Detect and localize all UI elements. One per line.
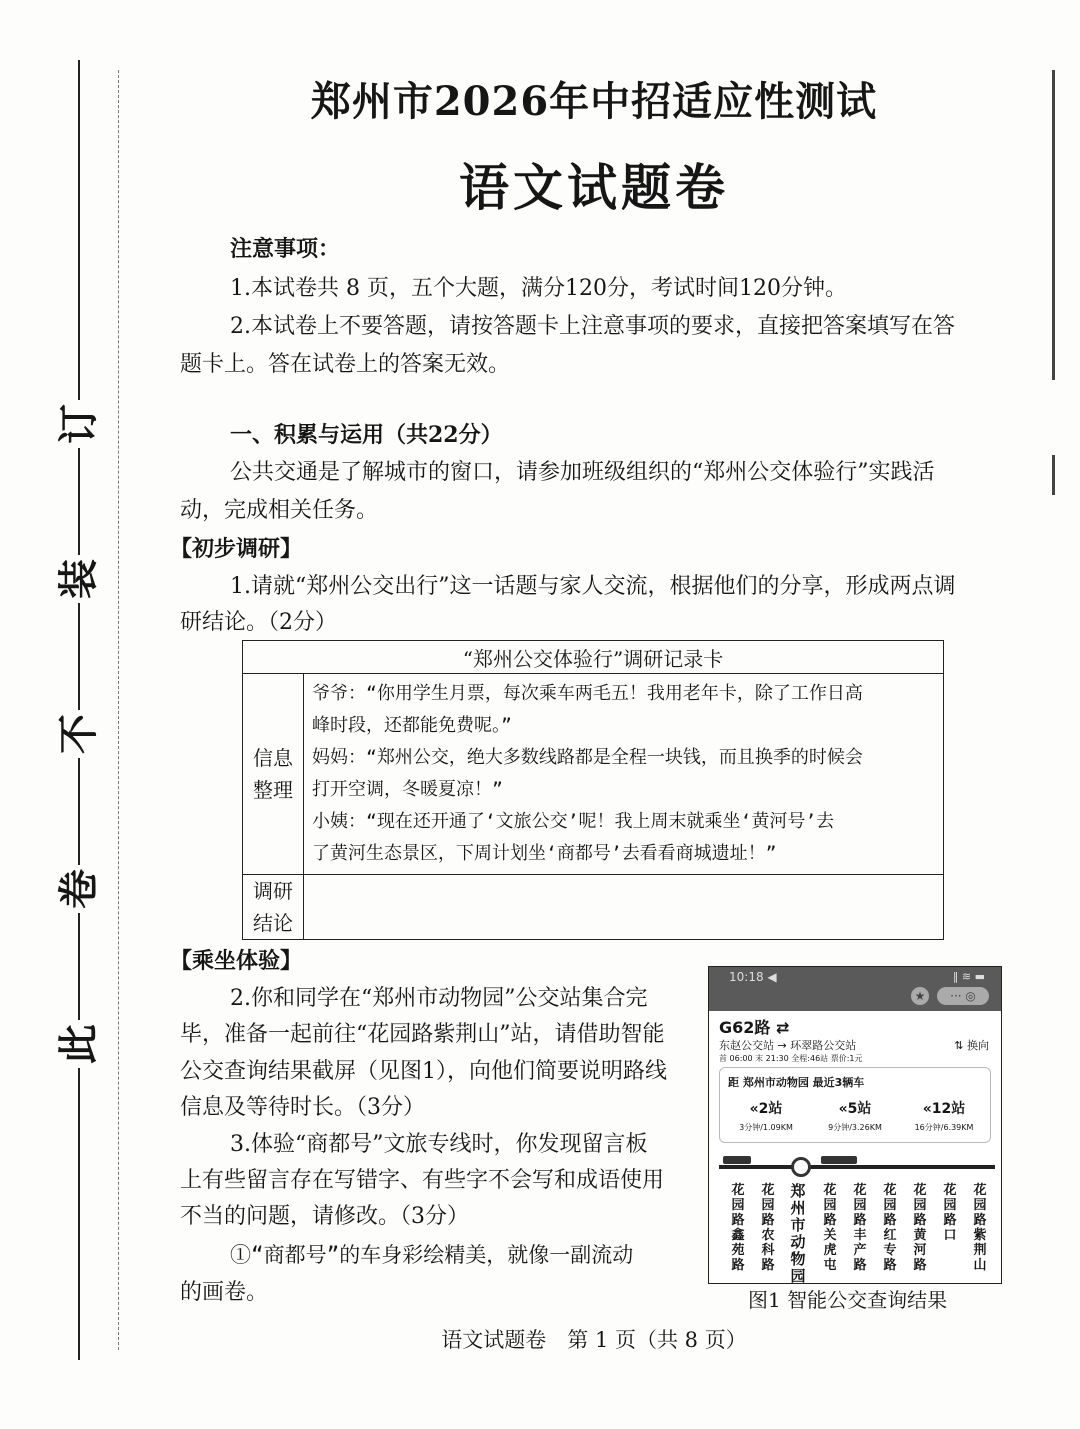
record-line: 打开空调，冬暖夏凉！” xyxy=(312,779,503,800)
question-2-cont: 信息及等待时长。（3分） xyxy=(180,1095,425,1120)
arrival-card xyxy=(719,1067,991,1143)
stop-name: 花园路农科路 xyxy=(761,1183,775,1273)
record-card-title: “郑州公交体验行”调研记录卡 xyxy=(243,641,944,674)
route-line xyxy=(719,1165,995,1169)
bus-arrival: «12站 16分钟/6.39KM xyxy=(914,1101,974,1132)
paper-title: 语文试题卷 xyxy=(459,158,729,217)
record-line: 小姨：“现在还开通了‘文旅公交’呢！我上周末就乘坐‘黄河号’去 xyxy=(312,811,835,832)
stop-name: 花园路丰产路 xyxy=(853,1183,867,1273)
current-stop-marker xyxy=(791,1157,811,1177)
binding-char-4: 卷 xyxy=(55,865,103,913)
arrival-title: 距 郑州市动物园 最近3辆车 xyxy=(728,1076,865,1089)
question-3-item-1-cont: 的画卷。 xyxy=(180,1280,269,1305)
notice-item-2-cont: 题卡上。答在试卷上的答案无效。 xyxy=(180,352,511,377)
binding-margin xyxy=(50,60,110,1360)
binding-char-1: 订 xyxy=(55,400,103,448)
conclusion-label: 调研 结论 xyxy=(243,875,304,940)
signal-icon: ‖ ≋ ▬ xyxy=(952,970,985,983)
notice-item-2: 2.本试卷上不要答题，请按答题卡上注意事项的要求，直接把答案填写在答 xyxy=(230,314,955,339)
route-schedule: 首 06:00 末 21:30 全程:46站 票价:1元 xyxy=(719,1054,863,1063)
status-bar xyxy=(709,967,1001,1011)
binding-char-3: 不 xyxy=(55,710,103,758)
record-line: 了黄河生态景区，下周计划坐‘商都号’去看看商城遗址！” xyxy=(312,843,777,864)
question-3: 3.体验“商都号”文旅专线时，你发现留言板 xyxy=(230,1132,648,1157)
binding-char-2: 装 xyxy=(55,555,103,603)
question-2-cont: 毕，准备一起前往“花园路紫荆山”站，请借助智能 xyxy=(180,1022,665,1047)
route-name: G62路 ⇄ xyxy=(719,1018,790,1037)
part-heading: 【初步调研】 xyxy=(170,536,303,562)
exam-title: 郑州市2026年中招适应性测试 xyxy=(310,78,878,125)
bus-icon xyxy=(723,1156,751,1164)
star-icon: ★ xyxy=(911,987,929,1005)
figure-caption: 图1 智能公交查询结果 xyxy=(748,1288,948,1312)
binding-char-5: 此 xyxy=(55,1020,103,1068)
stop-name: 花园路红专路 xyxy=(883,1183,897,1273)
question-3-cont: 上有些留言存在写错字、有些字不会写和成语使用 xyxy=(180,1168,665,1193)
margin-dashed-line xyxy=(118,70,119,1350)
bus-icon xyxy=(821,1156,857,1164)
record-line: 峰时段，还都能免费呢。” xyxy=(312,715,512,736)
page-footer: 语文试题卷 第 1 页（共 8 页） xyxy=(441,1328,747,1352)
stop-name: 花园路黄河路 xyxy=(913,1183,927,1273)
stop-name: 花园路紫荆山 xyxy=(973,1183,987,1273)
menu-icon: ··· ◎ xyxy=(937,987,989,1005)
question-2-cont: 公交查询结果截屏（见图1），向他们简要说明路线 xyxy=(180,1059,667,1084)
stop-name: 花园路鑫苑路 xyxy=(731,1183,745,1273)
record-card xyxy=(242,640,944,940)
info-content xyxy=(304,674,944,875)
edge-mark xyxy=(1052,455,1055,495)
question-3-cont: 不当的问题，请修改。（3分） xyxy=(180,1204,469,1229)
conclusion-blank xyxy=(304,875,944,940)
question-2: 2.你和同学在“郑州市动物园”公交站集合完 xyxy=(230,986,648,1011)
question-1-cont: 研结论。（2分） xyxy=(180,610,337,635)
notice-heading: 注意事项： xyxy=(230,236,341,262)
info-label: 信息 整理 xyxy=(243,674,304,875)
status-time: 10:18 ◀ xyxy=(729,970,777,984)
notice-item-1: 1.本试卷共 8 页，五个大题，满分120分，考试时间120分钟。 xyxy=(230,276,847,301)
stop-name-current: 郑州市动物园 xyxy=(790,1182,806,1284)
bus-arrival: «5站 9分钟/3.26KM xyxy=(828,1101,882,1132)
swap-direction: ⇅ 换向 xyxy=(954,1039,989,1052)
stop-name: 花园路口 xyxy=(943,1183,957,1243)
section-intro-cont: 动，完成相关任务。 xyxy=(180,498,379,523)
section-heading: 一、积累与运用（共22分） xyxy=(230,422,503,448)
route-direction: 东赵公交站 → 环翠路公交站 xyxy=(719,1039,857,1052)
question-1: 1.请就“郑州公交出行”这一话题与家人交流，根据他们的分享，形成两点调 xyxy=(230,574,956,599)
stop-name: 花园路关虎屯 xyxy=(823,1183,837,1273)
record-line: 妈妈：“郑州公交，绝大多数线路都是全程一块钱，而且换季的时候会 xyxy=(312,747,863,768)
bus-query-screenshot xyxy=(708,966,1002,1284)
bus-arrival: «2站 3分钟/1.09KM xyxy=(739,1101,793,1132)
question-3-item-1: ①“商都号”的车身彩绘精美，就像一副流动 xyxy=(230,1243,634,1267)
section-intro: 公共交通是了解城市的窗口，请参加班级组织的“郑州公交体验行”实践活 xyxy=(230,460,935,485)
record-line: 爷爷：“你用学生月票，每次乘车两毛五！我用老年卡，除了工作日高 xyxy=(312,683,863,704)
part-heading: 【乘坐体验】 xyxy=(170,948,303,974)
